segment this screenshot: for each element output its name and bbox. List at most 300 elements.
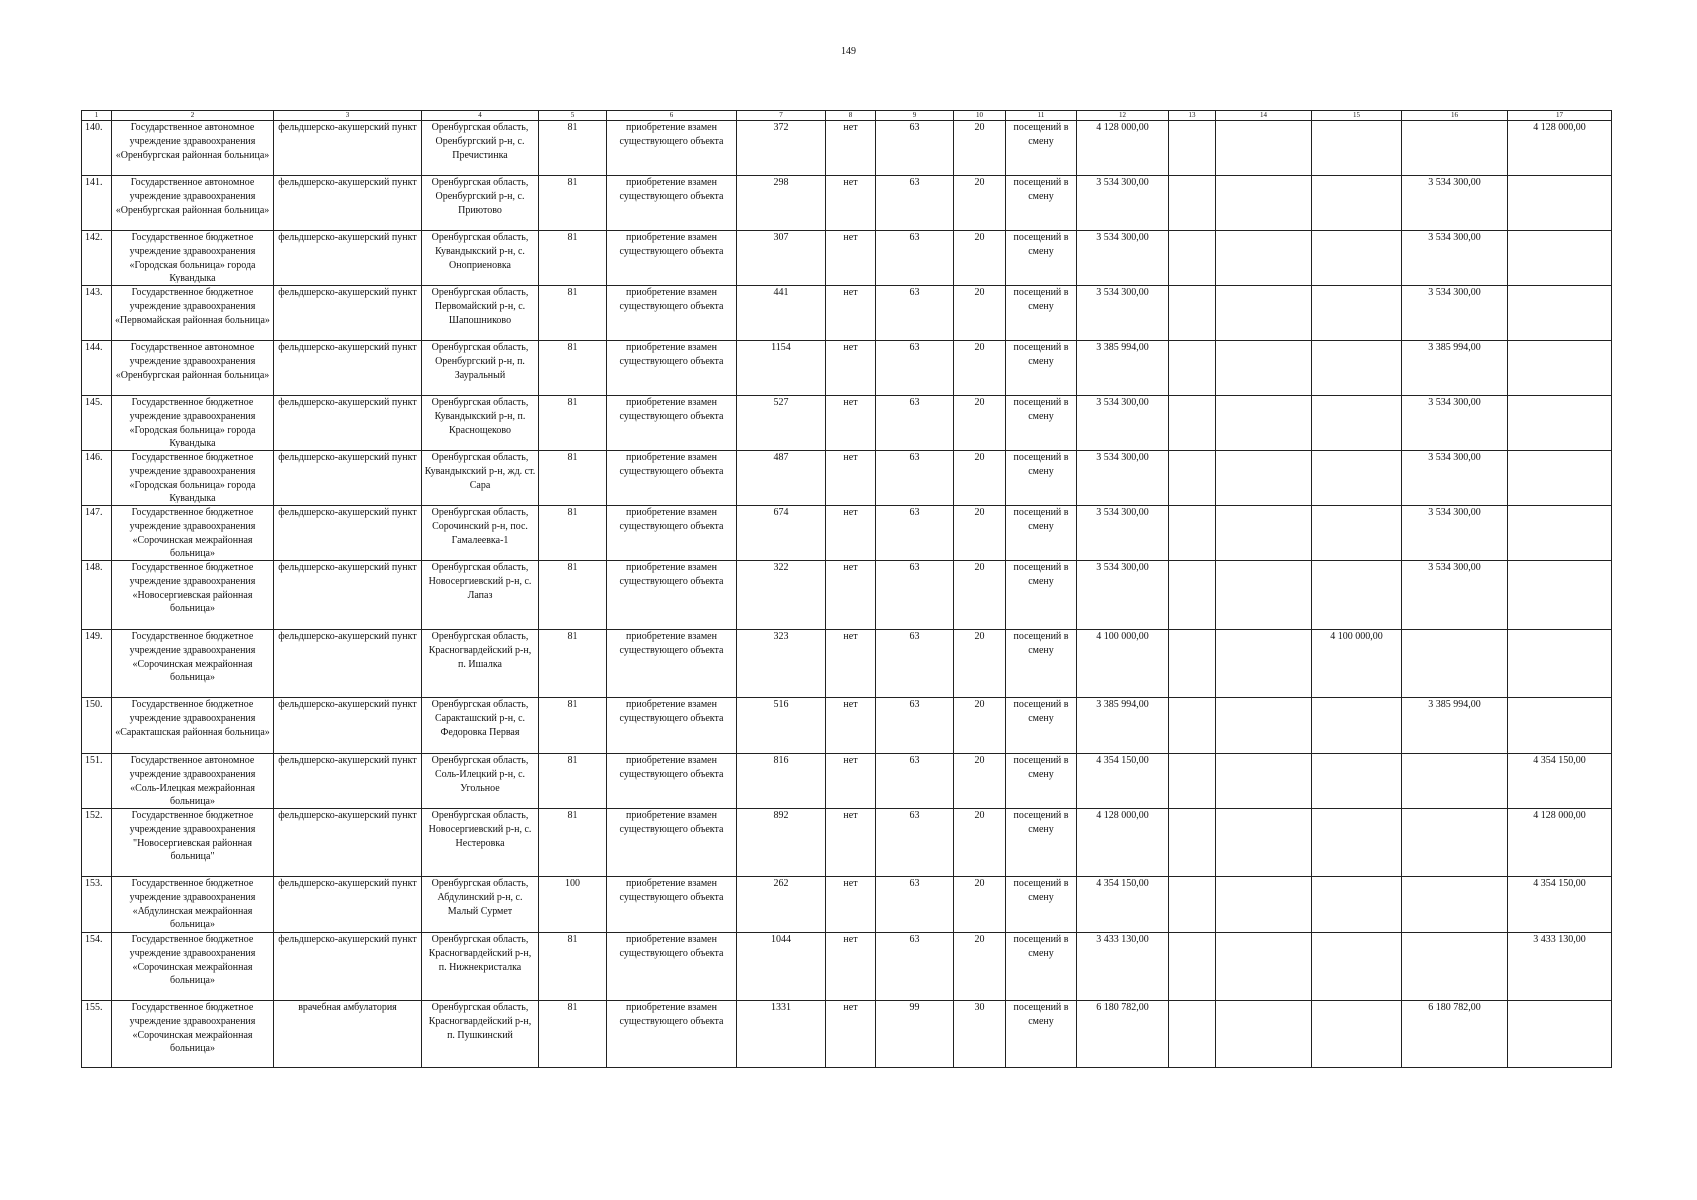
- table-cell-col-5: [539, 630, 607, 698]
- table-cell-col-4: [422, 396, 539, 451]
- cell-text: нет: [843, 232, 858, 243]
- cell-text: 1331: [771, 1002, 791, 1013]
- table-cell-col-8: [826, 231, 876, 286]
- cell-text: 63: [909, 699, 920, 710]
- cell-text: приобретение взамен существующего объекта: [619, 631, 724, 656]
- table-cell-col-4: [422, 121, 539, 176]
- cell-text: [1314, 754, 1399, 806]
- table-cell-col-11: [1006, 121, 1077, 176]
- cell-text: 63: [909, 562, 920, 573]
- cell-text: [1404, 877, 1505, 930]
- table-cell-col-11: [1006, 341, 1077, 396]
- table-cell-col-13: [1169, 341, 1216, 396]
- table-cell-col-15: [1312, 121, 1402, 176]
- table-cell-col-6: [607, 286, 737, 341]
- cell-text: Государственное бюджетное учреждение здравоохранения «Сорочинская межрайонная больница»: [129, 507, 256, 558]
- cell-text: 81: [567, 232, 578, 243]
- table-cell-col-11: [1006, 754, 1077, 809]
- table-cell-col-4: [422, 630, 539, 698]
- table-cell-col-17: [1508, 754, 1612, 809]
- table-cell-col-10: [954, 561, 1006, 630]
- table-cell-col-17: [1508, 630, 1612, 698]
- cell-text: приобретение взамен существующего объекта: [619, 878, 724, 903]
- cell-text: 487: [773, 452, 789, 463]
- table-cell-col-7: [737, 809, 826, 877]
- table-cell-col-10: [954, 698, 1006, 754]
- cell-text: 3 534 300,00: [1428, 452, 1481, 463]
- table-cell-col-12: [1077, 698, 1169, 754]
- table-cell-col-4: [422, 877, 539, 933]
- table-cell-col-6: [607, 630, 737, 698]
- table-cell-col-4: [422, 451, 539, 506]
- cell-text: фельдшерско-акушерский пункт: [278, 177, 417, 188]
- table-cell-col-2: [112, 561, 274, 630]
- table-row: [82, 698, 1612, 754]
- table-cell-col-14: [1216, 809, 1312, 877]
- cell-text: 81: [567, 397, 578, 408]
- cell-text: посещений в смену: [1013, 122, 1069, 147]
- table-cell-col-4: [422, 754, 539, 809]
- table-cell-col-1: [82, 630, 112, 698]
- table-cell-col-12: [1077, 630, 1169, 698]
- table-row: [82, 506, 1612, 561]
- table-cell-col-11: [1006, 231, 1077, 286]
- cell-text: [1171, 561, 1213, 627]
- cell-text: Оренбургская область, Абдулинский р-н, с. Малый Сурмет: [431, 878, 529, 917]
- table-cell-col-1: [82, 176, 112, 231]
- table-cell-col-15: [1312, 176, 1402, 231]
- cell-text: Государственное бюджетное учреждение здравоохранения «Сорочинская межрайонная больница»: [129, 1002, 256, 1055]
- table-cell-col-13: [1169, 754, 1216, 809]
- table-cell-col-3: [274, 1001, 422, 1068]
- cell-text: 145.: [85, 397, 103, 408]
- cell-text: 142.: [85, 232, 103, 243]
- table-row: [82, 176, 1612, 231]
- table-cell-col-7: [737, 933, 826, 1001]
- table-cell-col-4: [422, 506, 539, 561]
- cell-text: 20: [974, 452, 985, 463]
- cell-text: 1154: [771, 342, 791, 353]
- table-cell-col-2: [112, 630, 274, 698]
- cell-text: 63: [909, 755, 920, 766]
- table-cell-col-5: [539, 121, 607, 176]
- cell-text: фельдшерско-акушерский пункт: [278, 342, 417, 353]
- table-cell-col-14: [1216, 1001, 1312, 1068]
- cell-text: [1510, 506, 1609, 558]
- cell-text: [1510, 630, 1609, 695]
- cell-text: 140.: [85, 122, 103, 133]
- cell-text: [1314, 1001, 1399, 1065]
- table-cell-col-7: [737, 396, 826, 451]
- cell-text: 63: [909, 810, 920, 821]
- cell-text: Государственное автономное учреждение здравоохранения «Оренбургская районная больница»: [115, 177, 270, 216]
- cell-text: приобретение взамен существующего объекта: [619, 177, 724, 202]
- cell-text: Государственное бюджетное учреждение здравоохранения «Сорочинская межрайонная больница»: [129, 934, 256, 987]
- cell-text: 155.: [85, 1002, 103, 1013]
- table-cell-col-12: [1077, 1001, 1169, 1068]
- cell-text: [1510, 286, 1609, 338]
- cell-text: 143.: [85, 287, 103, 298]
- cell-text: фельдшерско-акушерский пункт: [278, 452, 417, 463]
- table-cell-col-16: [1402, 451, 1508, 506]
- column-number-10: 10: [954, 111, 1006, 121]
- cell-text: [1218, 341, 1309, 393]
- table-cell-col-1: [82, 877, 112, 933]
- table-cell-col-6: [607, 754, 737, 809]
- table-row: [82, 561, 1612, 630]
- table-row: [82, 286, 1612, 341]
- cell-text: 81: [567, 122, 578, 133]
- cell-text: врачебная амбулатория: [298, 1002, 397, 1013]
- table-cell-col-1: [82, 451, 112, 506]
- cell-text: фельдшерско-акушерский пункт: [278, 631, 417, 642]
- table-cell-col-8: [826, 506, 876, 561]
- cell-text: 441: [773, 287, 789, 298]
- table-cell-col-9: [876, 630, 954, 698]
- cell-text: Государственное бюджетное учреждение здравоохранения «Городская больница» города Кувандыка: [129, 397, 256, 448]
- cell-text: приобретение взамен существующего объекта: [619, 934, 724, 959]
- cell-text: нет: [843, 631, 858, 642]
- table-cell-col-9: [876, 1001, 954, 1068]
- cell-text: [1218, 286, 1309, 338]
- cell-text: Оренбургская область, Оренбургский р-н, с. Приютово: [431, 177, 529, 216]
- table-cell-col-13: [1169, 698, 1216, 754]
- data-table: [81, 110, 1612, 1068]
- cell-text: Оренбургская область, Сорочинский р-н, пос. Гамалеевка-1: [431, 507, 529, 546]
- table-cell-col-15: [1312, 451, 1402, 506]
- table-cell-col-10: [954, 1001, 1006, 1068]
- cell-text: Оренбургская область, Красногвардейский р-н, п. Пушкинский: [428, 1002, 532, 1041]
- cell-text: [1510, 231, 1609, 283]
- table-cell-col-14: [1216, 121, 1312, 176]
- table-cell-col-6: [607, 506, 737, 561]
- cell-text: Государственное бюджетное учреждение здравоохранения «Абдулинская межрайонная больница»: [129, 878, 256, 930]
- table-cell-col-14: [1216, 231, 1312, 286]
- table-cell-col-1: [82, 286, 112, 341]
- cell-text: [1218, 630, 1309, 695]
- cell-text: нет: [843, 507, 858, 518]
- cell-text: 4 100 000,00: [1330, 631, 1383, 642]
- table-cell-col-3: [274, 506, 422, 561]
- cell-text: 152.: [85, 810, 103, 821]
- table-cell-col-8: [826, 176, 876, 231]
- table-cell-col-5: [539, 176, 607, 231]
- table-cell-col-11: [1006, 451, 1077, 506]
- table-cell-col-6: [607, 561, 737, 630]
- table-cell-col-9: [876, 877, 954, 933]
- table-cell-col-16: [1402, 1001, 1508, 1068]
- table-cell-col-5: [539, 341, 607, 396]
- table-cell-col-11: [1006, 506, 1077, 561]
- table-cell-col-9: [876, 506, 954, 561]
- cell-text: [1314, 396, 1399, 448]
- cell-text: [1510, 341, 1609, 393]
- table-cell-col-17: [1508, 121, 1612, 176]
- cell-text: 99: [909, 1002, 920, 1013]
- table-cell-col-17: [1508, 698, 1612, 754]
- table-cell-col-8: [826, 877, 876, 933]
- cell-text: 63: [909, 878, 920, 889]
- cell-text: [1171, 506, 1213, 558]
- cell-text: 63: [909, 287, 920, 298]
- column-number-6: 6: [607, 111, 737, 121]
- cell-text: [1314, 698, 1399, 751]
- table-cell-col-10: [954, 754, 1006, 809]
- table-row: [82, 396, 1612, 451]
- table-cell-col-9: [876, 698, 954, 754]
- cell-text: 81: [567, 287, 578, 298]
- table-cell-col-6: [607, 1001, 737, 1068]
- page-number: 149: [841, 46, 856, 57]
- cell-text: [1218, 1001, 1309, 1065]
- cell-text: 148.: [85, 562, 103, 573]
- cell-text: [1171, 877, 1213, 930]
- table-cell-col-4: [422, 561, 539, 630]
- cell-text: [1314, 231, 1399, 283]
- table-cell-col-3: [274, 877, 422, 933]
- cell-text: 3 534 300,00: [1096, 452, 1149, 463]
- table-cell-col-3: [274, 121, 422, 176]
- table-cell-col-13: [1169, 809, 1216, 877]
- table-cell-col-2: [112, 231, 274, 286]
- cell-text: 144.: [85, 342, 103, 353]
- table-cell-col-8: [826, 341, 876, 396]
- table-row: [82, 630, 1612, 698]
- table-cell-col-13: [1169, 121, 1216, 176]
- cell-text: [1404, 121, 1505, 173]
- table-cell-col-15: [1312, 809, 1402, 877]
- cell-text: 4 128 000,00: [1096, 810, 1149, 821]
- column-number-1: 1: [82, 111, 112, 121]
- cell-text: 63: [909, 177, 920, 188]
- cell-text: 20: [974, 287, 985, 298]
- table-cell-col-5: [539, 561, 607, 630]
- cell-text: 20: [974, 934, 985, 945]
- column-number-17: 17: [1508, 111, 1612, 121]
- cell-text: [1314, 809, 1399, 874]
- table-cell-col-11: [1006, 286, 1077, 341]
- table-cell-col-8: [826, 630, 876, 698]
- cell-text: посещений в смену: [1013, 177, 1069, 202]
- column-number-5: 5: [539, 111, 607, 121]
- cell-text: 3 534 300,00: [1096, 232, 1149, 243]
- table-cell-col-8: [826, 121, 876, 176]
- cell-text: 307: [773, 232, 789, 243]
- cell-text: приобретение взамен существующего объекта: [619, 507, 724, 532]
- cell-text: 372: [773, 122, 789, 133]
- table-cell-col-17: [1508, 286, 1612, 341]
- table-cell-col-7: [737, 877, 826, 933]
- cell-text: [1510, 698, 1609, 751]
- cell-text: 4 128 000,00: [1533, 810, 1586, 821]
- table-cell-col-8: [826, 754, 876, 809]
- table-cell-col-9: [876, 933, 954, 1001]
- table-cell-col-2: [112, 286, 274, 341]
- table-row: [82, 809, 1612, 877]
- cell-text: [1510, 1001, 1609, 1065]
- table-cell-col-2: [112, 506, 274, 561]
- cell-text: 4 354 150,00: [1533, 878, 1586, 889]
- table-cell-col-16: [1402, 341, 1508, 396]
- table-cell-col-3: [274, 451, 422, 506]
- cell-text: 3 385 994,00: [1428, 699, 1481, 710]
- table-cell-col-10: [954, 396, 1006, 451]
- cell-text: нет: [843, 755, 858, 766]
- cell-text: [1171, 121, 1213, 173]
- cell-text: фельдшерско-акушерский пункт: [278, 287, 417, 298]
- table-cell-col-7: [737, 561, 826, 630]
- table-cell-col-13: [1169, 933, 1216, 1001]
- table-cell-col-12: [1077, 877, 1169, 933]
- table-cell-col-14: [1216, 506, 1312, 561]
- table-cell-col-6: [607, 176, 737, 231]
- table-cell-col-15: [1312, 1001, 1402, 1068]
- cell-text: [1218, 809, 1309, 874]
- table-cell-col-3: [274, 286, 422, 341]
- table-cell-col-1: [82, 933, 112, 1001]
- cell-text: 262: [773, 878, 789, 889]
- cell-text: приобретение взамен существующего объекта: [619, 810, 724, 835]
- table-cell-col-1: [82, 1001, 112, 1068]
- column-number-7: 7: [737, 111, 826, 121]
- table-cell-col-12: [1077, 341, 1169, 396]
- table-cell-col-5: [539, 933, 607, 1001]
- table-cell-col-17: [1508, 561, 1612, 630]
- cell-text: 3 534 300,00: [1096, 397, 1149, 408]
- table-row: [82, 341, 1612, 396]
- table-cell-col-6: [607, 933, 737, 1001]
- cell-text: посещений в смену: [1013, 755, 1069, 780]
- table-cell-col-3: [274, 809, 422, 877]
- cell-text: [1218, 877, 1309, 930]
- table-cell-col-13: [1169, 506, 1216, 561]
- cell-text: 81: [567, 342, 578, 353]
- column-number-16: 16: [1402, 111, 1508, 121]
- cell-text: Оренбургская область, Новосергиевский р-н, с. Нестеровка: [428, 810, 532, 849]
- table-cell-col-14: [1216, 341, 1312, 396]
- table-cell-col-13: [1169, 630, 1216, 698]
- table-cell-col-16: [1402, 933, 1508, 1001]
- table-cell-col-4: [422, 231, 539, 286]
- table-cell-col-10: [954, 341, 1006, 396]
- table-cell-col-11: [1006, 630, 1077, 698]
- cell-text: [1218, 451, 1309, 503]
- table-cell-col-14: [1216, 451, 1312, 506]
- cell-text: фельдшерско-акушерский пункт: [278, 699, 417, 710]
- table-cell-col-9: [876, 451, 954, 506]
- cell-text: [1171, 933, 1213, 998]
- table-cell-col-3: [274, 698, 422, 754]
- cell-text: 20: [974, 631, 985, 642]
- cell-text: 81: [567, 631, 578, 642]
- cell-text: 1044: [771, 934, 791, 945]
- cell-text: приобретение взамен существующего объекта: [619, 397, 724, 422]
- table-cell-col-12: [1077, 754, 1169, 809]
- table-cell-col-13: [1169, 286, 1216, 341]
- table-cell-col-14: [1216, 561, 1312, 630]
- cell-text: [1314, 933, 1399, 998]
- table-cell-col-1: [82, 698, 112, 754]
- cell-text: 81: [567, 507, 578, 518]
- table-cell-col-13: [1169, 561, 1216, 630]
- table-cell-col-9: [876, 231, 954, 286]
- cell-text: 20: [974, 122, 985, 133]
- cell-text: [1171, 396, 1213, 448]
- cell-text: приобретение взамен существующего объекта: [619, 1002, 724, 1027]
- cell-text: Оренбургская область, Кувандыкский р-н, жд. ст. Сара: [424, 452, 536, 491]
- cell-text: [1314, 286, 1399, 338]
- cell-text: [1218, 754, 1309, 806]
- cell-text: 81: [567, 452, 578, 463]
- cell-text: Государственное бюджетное учреждение здравоохранения «Первомайская районная больница»: [115, 287, 270, 326]
- table-cell-col-12: [1077, 286, 1169, 341]
- cell-text: [1510, 396, 1609, 448]
- column-number-11: 11: [1006, 111, 1077, 121]
- table-cell-col-14: [1216, 877, 1312, 933]
- cell-text: 81: [567, 755, 578, 766]
- table-cell-col-13: [1169, 877, 1216, 933]
- table-cell-col-5: [539, 698, 607, 754]
- table-cell-col-9: [876, 341, 954, 396]
- cell-text: 141.: [85, 177, 103, 188]
- table-cell-col-13: [1169, 1001, 1216, 1068]
- column-number-12: 12: [1077, 111, 1169, 121]
- table-cell-col-2: [112, 451, 274, 506]
- cell-text: Оренбургская область, Первомайский р-н, с. Шапошниково: [431, 287, 529, 326]
- cell-text: фельдшерско-акушерский пункт: [278, 810, 417, 821]
- table-cell-col-8: [826, 809, 876, 877]
- cell-text: 63: [909, 507, 920, 518]
- table-cell-col-2: [112, 176, 274, 231]
- table-cell-col-5: [539, 396, 607, 451]
- cell-text: 322: [773, 562, 789, 573]
- cell-text: [1314, 341, 1399, 393]
- cell-text: 20: [974, 342, 985, 353]
- cell-text: Государственное автономное учреждение здравоохранения «Оренбургская районная больница»: [115, 122, 270, 161]
- table-cell-col-3: [274, 754, 422, 809]
- column-number-3: 3: [274, 111, 422, 121]
- table-cell-col-2: [112, 396, 274, 451]
- table-cell-col-10: [954, 176, 1006, 231]
- cell-text: 4 354 150,00: [1096, 878, 1149, 889]
- cell-text: нет: [843, 287, 858, 298]
- table-cell-col-2: [112, 1001, 274, 1068]
- column-number-9: 9: [876, 111, 954, 121]
- table-cell-col-11: [1006, 176, 1077, 231]
- cell-text: 3 534 300,00: [1096, 507, 1149, 518]
- table-cell-col-16: [1402, 809, 1508, 877]
- column-number-8: 8: [826, 111, 876, 121]
- table-cell-col-1: [82, 341, 112, 396]
- table-cell-col-5: [539, 877, 607, 933]
- table-cell-col-5: [539, 506, 607, 561]
- cell-text: Оренбургская область, Красногвардейский р-н, п. Нижнекристалка: [428, 934, 532, 973]
- table-cell-col-5: [539, 1001, 607, 1068]
- table-row: [82, 933, 1612, 1001]
- cell-text: [1314, 877, 1399, 930]
- cell-text: нет: [843, 397, 858, 408]
- table-cell-col-1: [82, 561, 112, 630]
- cell-text: Государственное бюджетное учреждение здравоохранения «Городская больница» города Кувандыка: [129, 452, 256, 503]
- table-cell-col-15: [1312, 341, 1402, 396]
- cell-text: Государственное бюджетное учреждение здравоохранения «Сорочинская межрайонная больница»: [129, 631, 256, 684]
- table-cell-col-4: [422, 176, 539, 231]
- table-cell-col-12: [1077, 933, 1169, 1001]
- table-cell-col-11: [1006, 396, 1077, 451]
- table-cell-col-11: [1006, 698, 1077, 754]
- cell-text: 3 433 130,00: [1533, 934, 1586, 945]
- cell-text: 20: [974, 562, 985, 573]
